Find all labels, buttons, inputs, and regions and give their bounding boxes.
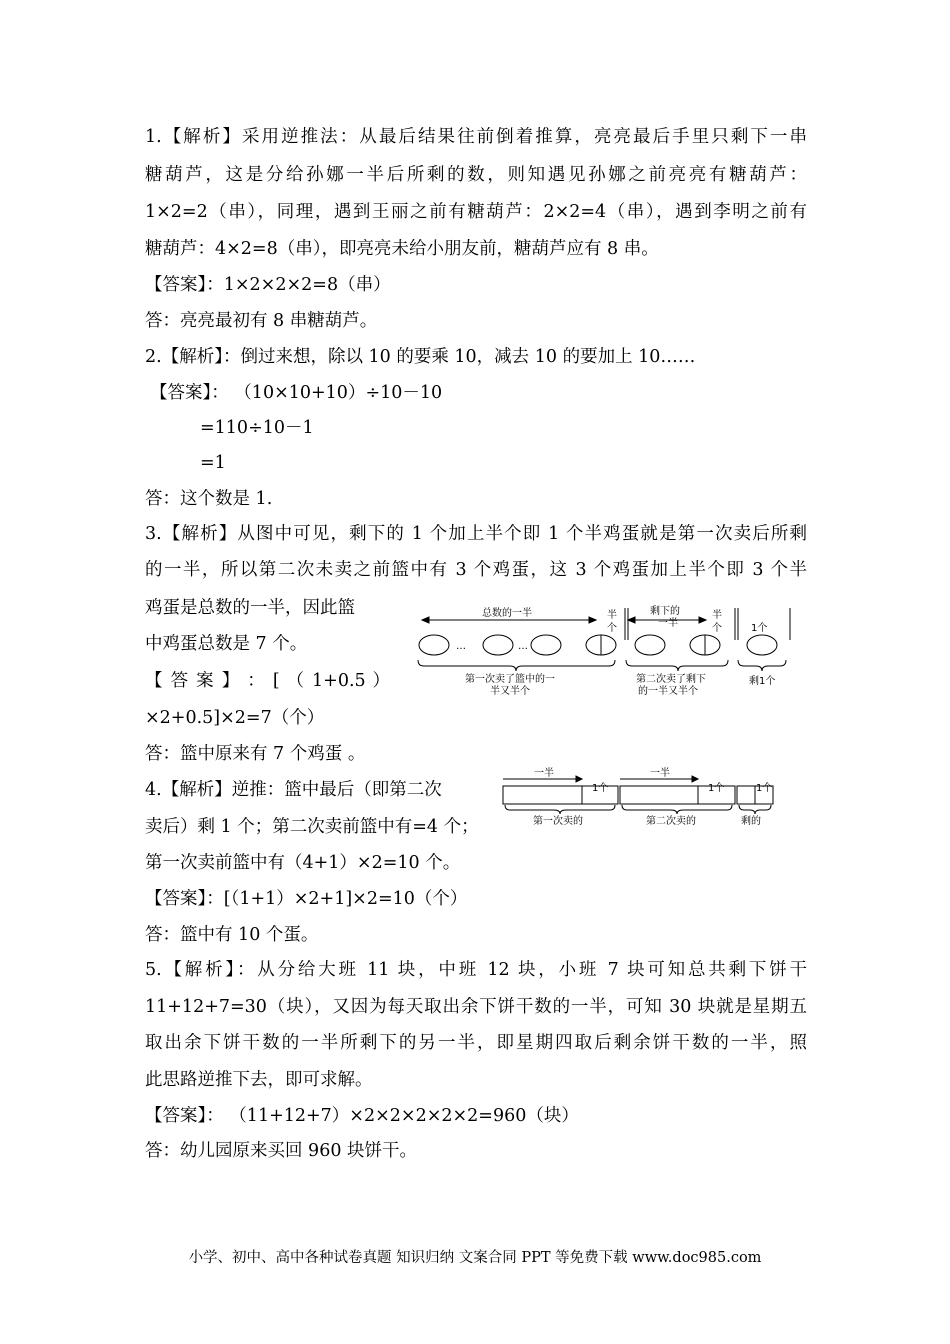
- calc-line: =110÷10－1: [200, 418, 314, 438]
- text-line: 的一半，所以第二次未卖之前篮中有 3 个鸡蛋，这 3 个鸡蛋加上半个即 3 个半: [145, 560, 807, 580]
- label-one: 个: [712, 623, 722, 634]
- reply-line: 答：这个数是 1.: [145, 489, 273, 509]
- text-line: 鸡蛋是总数的一半，因此篮: [145, 598, 355, 618]
- label-remain: 剩1个: [749, 676, 776, 687]
- text-line: 2.【解析】：倒过来想，除以 10 的要乘 10，减去 10 的要加上 10……: [145, 347, 696, 367]
- label-second-sold: 第二次卖的: [646, 816, 696, 827]
- label-one-item: 1个: [751, 623, 768, 634]
- label-half: 半: [607, 610, 617, 621]
- label-one: 1个: [756, 783, 773, 794]
- text-line: 1.【解析】采用逆推法：从最后结果往前倒着推算，亮亮最后手里只剩下一串: [145, 127, 807, 147]
- segment-diagram: [498, 766, 780, 828]
- answer-line: 【答案】： （11+12+7）×2×2×2×2×2=960（块）: [145, 1106, 579, 1126]
- text-line: 糖葫芦：4×2=8（串），即亮亮未给小朋友前，糖葫芦应有 8 串。: [145, 239, 659, 259]
- page-footer: 小学、初中、高中各种试卷真题 知识归纳 文案合同 PPT 等免费下载 www.doc985.com: [188, 1250, 762, 1266]
- label-left-over: 剩下的: [650, 606, 680, 617]
- reply-line: 答：篮中有 10 个蛋。: [145, 925, 319, 945]
- label-sold1-b: 半又半个: [490, 686, 530, 697]
- text-line: 糖葫芦，这是分给孙娜一半后所剩的数，则知遇见孙娜之前亮亮有糖葫芦：: [145, 165, 807, 185]
- label-first-sold: 第一次卖的: [533, 816, 583, 827]
- text-line: 3.【解析】从图中可见，剩下的 1 个加上半个即 1 个半鸡蛋就是第一次卖后所剩: [145, 524, 807, 544]
- text-line: 5.【解析】：从分给大班 11 块，中班 12 块，小班 7 块可知总共剩下饼干: [145, 960, 807, 980]
- text-line: 4.【解析】逆推：篮中最后（即第二次: [145, 780, 442, 800]
- label-sold1-a: 第一次卖了篮中的一: [465, 674, 555, 685]
- text-line: 1×2=2（串），同理，遇到王丽之前有糖葫芦：2×2=4（串），遇到李明之前有: [145, 202, 807, 222]
- label-half: 一半: [534, 768, 554, 779]
- label-dots: …: [456, 641, 466, 652]
- reply-line: 答：幼儿园原来买回 960 块饼干。: [145, 1141, 418, 1161]
- reply-line: 答：篮中原来有 7 个鸡蛋 。: [145, 744, 366, 764]
- answer-line: 【 答 案 】 ： [ （ 1+0.5 ）: [145, 671, 390, 691]
- reply-line: 答：亮亮最初有 8 串糖葫芦。: [145, 311, 378, 331]
- label-one: 个: [607, 623, 617, 634]
- label-left-half: 一半: [658, 618, 678, 629]
- text-line: 中鸡蛋总数是 7 个。: [145, 634, 308, 654]
- label-one: 1个: [708, 783, 725, 794]
- label-sold2-a: 第二次卖了剩下: [636, 674, 706, 685]
- text-line: 第一次卖前篮中有（4+1）×2=10 个。: [145, 853, 461, 873]
- egg-diagram: [410, 604, 805, 698]
- label-half: 半: [712, 610, 722, 621]
- text-line: 卖后）剩 1 个；第二次卖前篮中有=4 个；: [145, 817, 479, 837]
- label-total-half: 总数的一半: [482, 608, 532, 619]
- text-line: 此思路逆推下去，即可求解。: [145, 1070, 373, 1090]
- answer-line: 【答案】： （10×10+10）÷10－10: [150, 383, 443, 403]
- label-one: 1个: [592, 783, 609, 794]
- answer-line: 【答案】：1×2×2×2=8（串）: [145, 275, 391, 295]
- text-line: 取出余下饼干数的一半所剩下的另一半，即星期四取后剩余饼干数的一半，照: [145, 1033, 807, 1053]
- calc-line: =1: [200, 453, 226, 473]
- text-line: 11+12+7=30（块），又因为每天取出余下饼干数的一半，可知 30 块就是星期五: [145, 997, 807, 1017]
- label-sold2-b: 的一半又半个: [638, 686, 698, 697]
- label-half: 一半: [650, 768, 670, 779]
- label-remain: 剩的: [741, 816, 761, 827]
- label-dots: …: [518, 641, 528, 652]
- answer-line: 【答案】：[（1+1）×2+1]×2=10（个）: [145, 889, 468, 909]
- calc-line: ×2+0.5]×2=7（个）: [145, 708, 325, 728]
